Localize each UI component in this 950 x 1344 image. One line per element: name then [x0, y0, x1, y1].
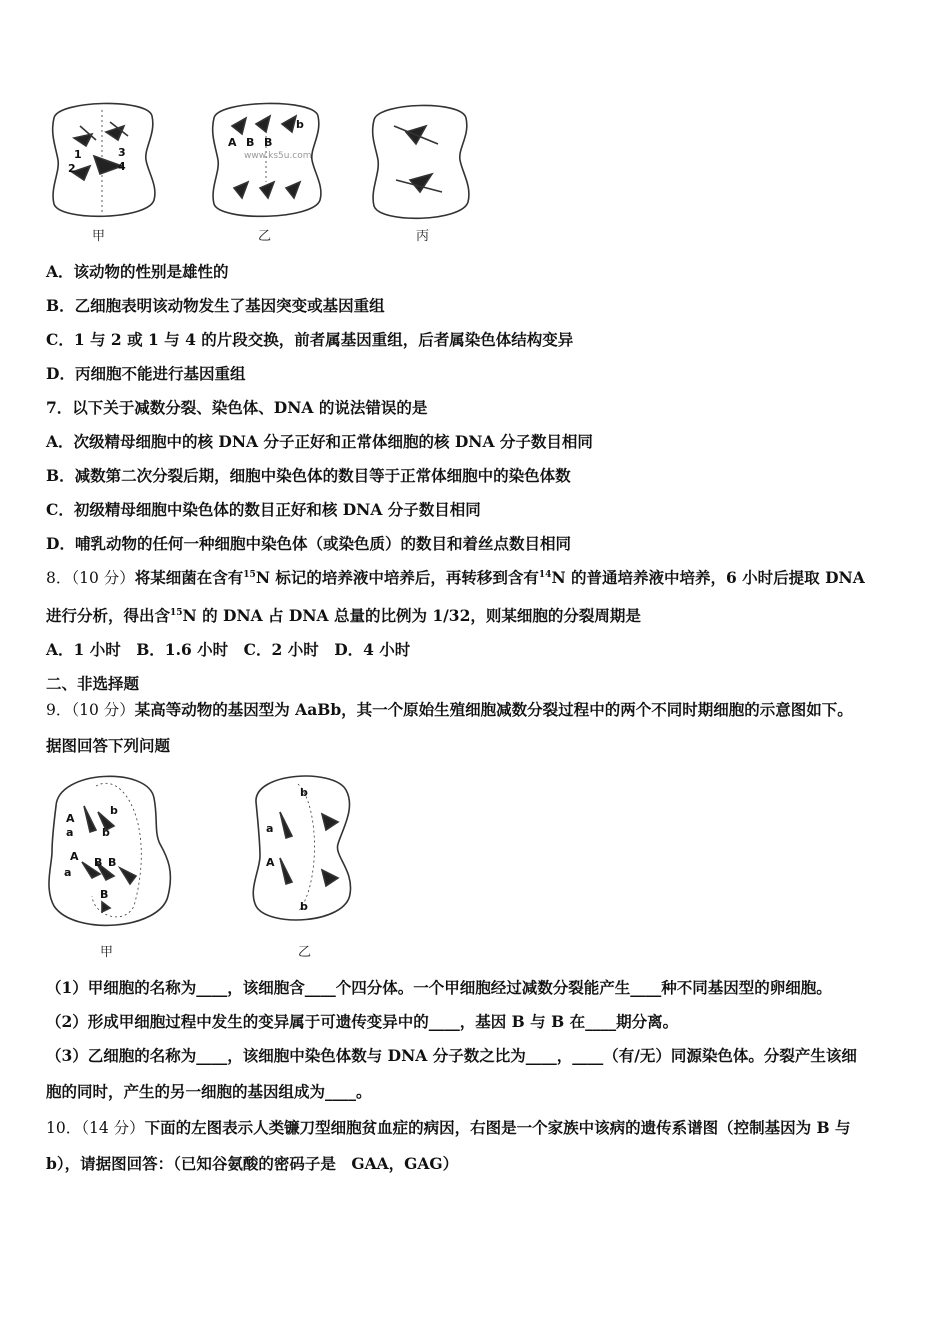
figure-label-jia: 甲 — [92, 229, 106, 244]
q8-stem-line1 — [46, 568, 865, 588]
q7-option-a: A．次级精母细胞中的核 DNA 分子正好和正常体细胞的核 DNA 分子数目相同 — [46, 432, 593, 451]
q6-option-b: B．乙细胞表明该动物发生了基因突变或基因重组 — [46, 296, 385, 315]
q6-option-d: D．丙细胞不能进行基因重组 — [46, 364, 246, 383]
q6-option-c: C．1 与 2 或 1 与 4 的片段交换，前者属基因重组，后者属染色体结构变异 — [46, 330, 574, 349]
watermark-text: www.ks5u.com — [244, 151, 312, 161]
q8-stem-line2 — [46, 606, 641, 626]
q8-options: A．1 小时 B．1.6 小时 C．2 小时 D．4 小时 — [46, 640, 411, 659]
q9-yi-gene-A: A — [266, 856, 275, 869]
q9-gene-A-mid: A — [70, 850, 79, 863]
figure-label-bing: 丙 — [416, 229, 430, 244]
q9-gene-a-top: a — [66, 826, 74, 839]
q8-sup-14: 14 — [538, 569, 552, 580]
q9-gene-b-1: b — [110, 804, 118, 817]
q10-number: 10． — [46, 1119, 82, 1137]
q10-stem-text: 下面的左图表示人类镰刀型细胞贫血症的病因，右图是一个家族中该病的遗传系谱图（控制基因为 B 与 — [144, 1118, 851, 1137]
q9-subquestion-1: （1）甲细胞的名称为____，该细胞含____个四分体。一个甲细胞经过减数分裂能产生____种不同基因型的卵细胞。 — [46, 978, 832, 997]
q9-gene-A-top: A — [66, 812, 75, 825]
figure-label-yi: 乙 — [258, 229, 272, 244]
cell-division-figure-2 — [44, 766, 364, 966]
q10-stem-line1 — [46, 1118, 851, 1138]
gene-label-b: b — [296, 118, 304, 131]
q9-subquestion-2: （2）形成甲细胞过程中发生的变异属于可遗传变异中的____，基因 B 与 B 在____期分离。 — [46, 1012, 679, 1031]
q9-gene-B-bottom: B — [100, 888, 109, 901]
q9-stem-line1 — [46, 700, 853, 720]
q8-sup-15: 15 — [243, 569, 256, 580]
q8-text-part3: N 的普通培养液中培养，6 小时后提取 DNA — [551, 568, 865, 587]
q9-yi-gene-b-bottom: b — [300, 900, 308, 913]
q9-gene-b-2: b — [102, 826, 110, 839]
q8-number: 8． — [46, 569, 72, 587]
q10-stem-line2: b），请据图回答：（已知谷氨酸的密码子是 GAA，GAG） — [46, 1154, 459, 1173]
cell-jia — [53, 103, 155, 216]
q9-stem-text: 某高等动物的基因型为 AaBb，其一个原始生殖细胞减数分裂过程中的两个不同时期细胞的示意图如下。 — [134, 700, 853, 719]
q9-number: 9． — [46, 701, 72, 719]
q7-option-c: C．初级精母细胞中染色体的数目正好和核 DNA 分子数目相同 — [46, 500, 481, 519]
section-heading: 二、非选择题 — [46, 674, 140, 693]
q9-gene-B-mid: B — [94, 856, 103, 869]
chromosome-label-4: 4 — [118, 160, 126, 173]
q9-figure-label-yi: 乙 — [298, 945, 312, 960]
q7-option-b: B．减数第二次分裂后期，细胞中染色体的数目等于正常体细胞中的染色体数 — [46, 466, 571, 485]
q9-gene-B-mid2: B — [108, 856, 117, 869]
cell-division-figure-1 — [44, 96, 472, 248]
q8-text-part2: N 标记的培养液中培养后，再转移到含有 — [255, 568, 539, 587]
q9-score: （10 分） — [71, 701, 135, 719]
cell-jia-q9 — [49, 776, 170, 925]
gene-label-B-right: B — [264, 136, 273, 149]
q7-stem: 7．以下关于减数分裂、染色体、DNA 的说法错误的是 — [46, 398, 428, 417]
q6-option-a: A．该动物的性别是雄性的 — [46, 262, 229, 281]
gene-label-A: A — [228, 136, 237, 149]
q8-line2-sup-15: 15 — [170, 607, 183, 618]
q8-line2-part1: 进行分析，得出含 — [46, 606, 171, 625]
q9-subquestion-3-line2: 胞的同时，产生的另一细胞的基因组成为____。 — [46, 1082, 372, 1101]
chromosome-label-2: 2 — [68, 162, 76, 175]
q9-subquestion-3-line1: （3）乙细胞的名称为____，该细胞中染色体数与 DNA 分子数之比为____，____（有/无）同源染色体。分裂产生该细 — [46, 1046, 857, 1065]
q8-score: （10 分） — [71, 569, 135, 587]
q9-stem-line2: 据图回答下列问题 — [46, 736, 171, 755]
q9-yi-gene-b-top: b — [300, 786, 308, 799]
q9-figure-label-jia: 甲 — [100, 945, 114, 960]
cell-bing — [373, 105, 469, 218]
q10-score: （14 分） — [81, 1119, 145, 1137]
q8-text-part1: 将某细菌在含有 — [134, 568, 244, 587]
gene-label-B-left: B — [246, 136, 255, 149]
chromosome-label-1: 1 — [74, 148, 82, 161]
chromosome-label-3: 3 — [118, 146, 126, 159]
q9-yi-gene-a: a — [266, 822, 274, 835]
q7-option-d: D．哺乳动物的任何一种细胞中染色体（或染色质）的数目和着丝点数目相同 — [46, 534, 571, 553]
q8-line2-part2: N 的 DNA 占 DNA 总量的比例为 1/32，则某细胞的分裂周期是 — [182, 606, 641, 625]
q9-gene-a-bottom: a — [64, 866, 72, 879]
